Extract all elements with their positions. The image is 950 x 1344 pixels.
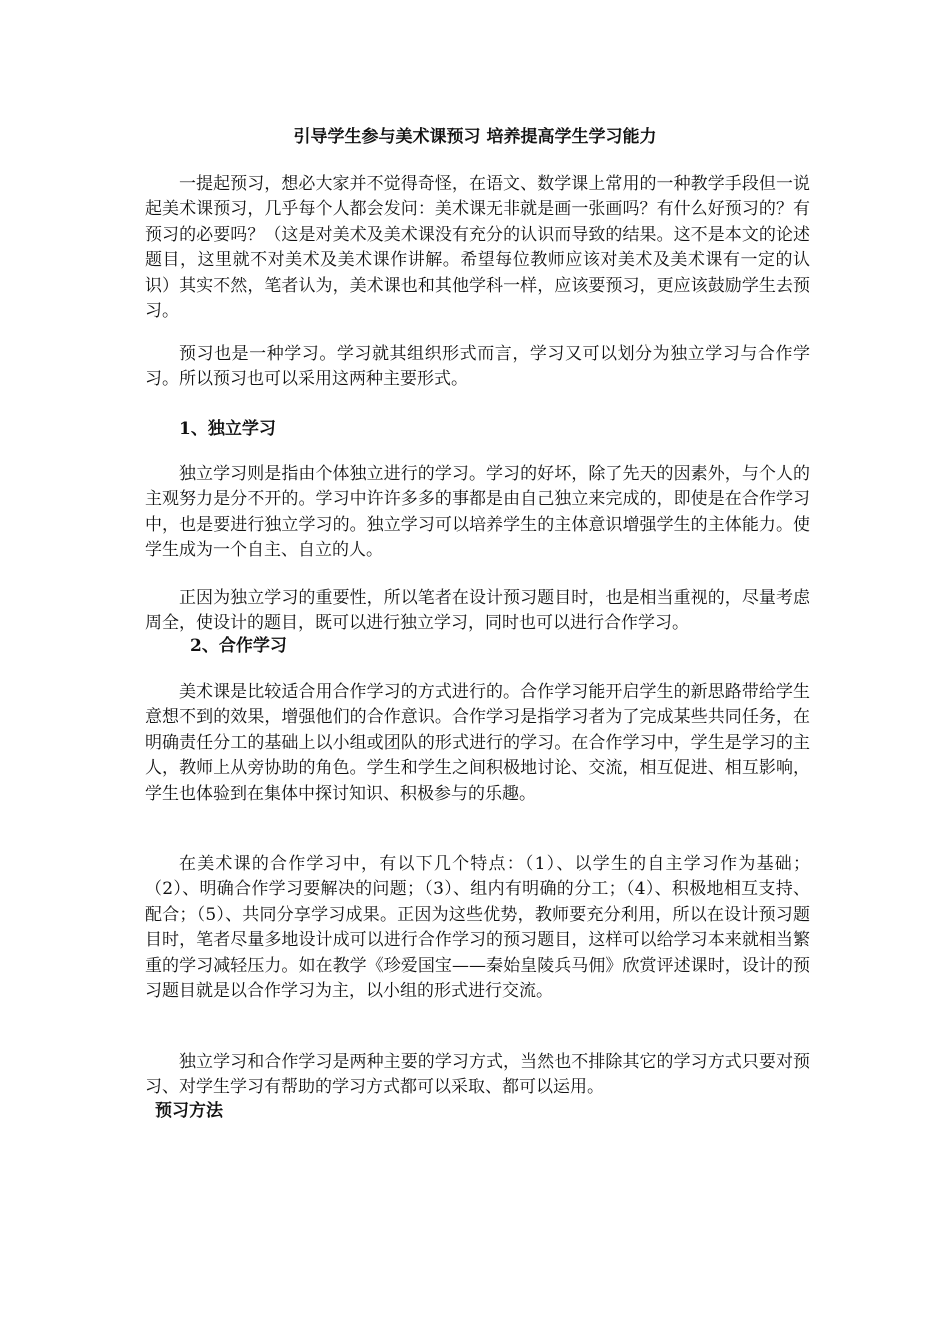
paragraph-cooperative-learning: 美术课是比较适合用合作学习的方式进行的。合作学习能开启学生的新思路带给学生意想不到的效果，增强他们的合作意识。合作学习是指学习者为了完成某些共同任务，在明确责任分工的基础上以小组或团队的形式进行的学习。在合作学习中，学生是学习的主人，教师上从旁协助的角色。学生和学生之间积极地讨论、交流，相互促进、相互影响，学生也体验到在集体中探讨知识、积极参与的乐趣。 — [145, 682, 810, 804]
paragraph-intro: 一提起预习，想必大家并不觉得奇怪，在语文、数学课上常用的一种教学手段但一说起美术课预习，几乎每个人都会发问：美术课无非就是画一张画吗？有什么好预习的？有预习的必要吗？（这是对美术及美术课没有充分的认识而导致的结果。这不是本文的论述题目，这里就不对美术及美术课作讲解。希望每位教师应该对美术及美术课有一定的认识）其实不然，笔者认为，美术课也和其他学科一样，应该要预习，更应该鼓励学生去预习。 — [145, 174, 810, 322]
heading-preview-methods: 预习方法 — [155, 1101, 223, 1121]
document-title: 引导学生参与美术课预习 培养提高学生学习能力 — [293, 127, 657, 147]
paragraph-preview-is-learning: 预习也是一种学习。学习就其组织形式而言，学习又可以划分为独立学习与合作学习。所以预习也可以采用这两种主要形式。 — [145, 344, 810, 390]
heading-independent-learning: 1、独立学习 — [179, 419, 276, 439]
paragraph-importance: 正因为独立学习的重要性，所以笔者在设计预习题目时，也是相当重视的，尽量考虑周全，使设计的题目，既可以进行独立学习，同时也可以进行合作学习。 — [145, 588, 810, 634]
paragraph-features: 在美术课的合作学习中，有以下几个特点：（1）、以学生的自主学习作为基础；（2）、明确合作学习要解决的问题；（3）、组内有明确的分工；（4）、积极地相互支持、配合；（5）、共同分享学习成果。正因为这些优势，教师要充分利用，所以在设计预习题目时，笔者尽量多地设计成可以进行合作学习的预习题目，这样可以给学习本来就相当繁重的学习减轻压力。如在教学《珍爱国宝——秦始皇陵兵马佣》欣赏评述课时，设计的预习题目就是以合作学习为主，以小组的形式进行交流。 — [145, 854, 810, 1002]
paragraph-conclusion: 独立学习和合作学习是两种主要的学习方式，当然也不排除其它的学习方式只要对预习、对学生学习有帮助的学习方式都可以采取、都可以运用。 — [145, 1052, 810, 1098]
paragraph-independent-learning: 独立学习则是指由个体独立进行的学习。学习的好坏，除了先天的因素外，与个人的主观努力是分不开的。学习中许许多多的事都是由自己独立来完成的，即使是在合作学习中，也是要进行独立学习的。独立学习可以培养学生的主体意识增强学生的主体能力。使学生成为一个自主、自立的人。 — [145, 464, 810, 561]
heading-cooperative-learning: 2、合作学习 — [190, 636, 287, 656]
